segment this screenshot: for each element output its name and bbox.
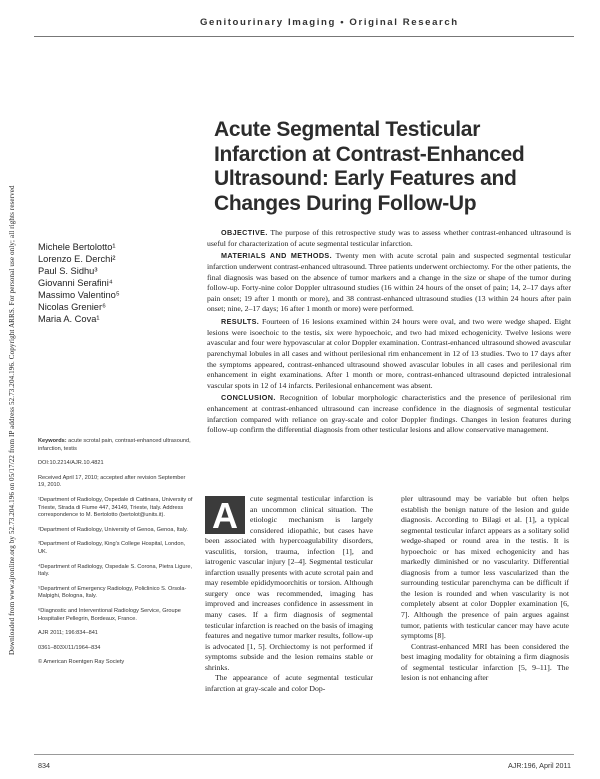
issn: 0361–803X/11/1964–834: [38, 644, 101, 651]
abstract-text: Fourteen of 16 lesions examined within 24 hours were oval, and two were wedge shaped. Eight lesions were isoechoic to the testis, six were hypoechoic, and two had mixed echogenicity. Twelve lesions were avascular and four were hypovascular at color Doppler examination. Contrast-enhanced ultrasound showed avascular parenchymal lobules in all cases and without perilesional rim enhancement in 12 of 13 studies. Two to 17 days after the symptoms appeared, contrast-enhanced ultrasound showed avascular lobules in all cases and perilesional rim enhancement in eight examinations. After 1 month or more, contrast-enhanced ultrasound depicted intralesional vascular spots in 12 of 14 infarcts. Perilesional enhancement was absent.: [207, 317, 571, 390]
body-paragraph: [205, 494, 373, 673]
abstract-text: Twenty men with acute scrotal pain and suspected segmental testicular infarction underwent contrast-enhanced ultrasound. Three patients underwent orchiectomy. For the other patients, the final diagnosis was based on the absence of tumor markers and a change in the size or shape of the tumor during follow-up. Forty-nine color Doppler ultrasound studies (16 within 24 hours of the onset of pain; 14, 2–17 days after pain onset; 19 after 1 month or more), and 38 contrast-enhanced ultrasound studies (13 within 24 hours after pain onset; nine, 2–17 days; 16 after 1 month or more) were performed.: [207, 251, 571, 314]
affiliation: ⁶Diagnostic and Interventional Radiology Service, Groupe Hospitalier Pellegrin, Bordeaux, France.: [38, 607, 181, 622]
affiliation: ¹Department of Radiology, Ospedale di Cattinara, University of Trieste, Strada di Fiume 447, 34149, Trieste, Italy. Address correspondence to M. Bertolotto (bertolot@units.it).: [38, 496, 193, 519]
article-info-sidebar: [38, 438, 193, 674]
abstract-results: [207, 317, 571, 391]
author-name: Maria A. Cova¹: [38, 314, 100, 324]
affiliation: ⁵Department of Emergency Radiology, Policlinico S. Orsola-Malpighi, Bologna, Italy.: [38, 585, 187, 600]
abstract-methods: [207, 251, 571, 315]
author-list: [38, 241, 188, 325]
body-paragraph: Contrast-enhanced MRI has been considered the best imaging modality for obtaining a firm diagnosis of segmental testicular infarction [5, 9–11]. The lesion is not enhancing after: [401, 641, 569, 683]
affiliation: ⁴Department of Radiology, Ospedale S. Corona, Pietra Ligure, Italy.: [38, 563, 193, 578]
title-line: Changes During Follow-Up: [214, 191, 477, 215]
keywords-label: Keywords:: [38, 438, 67, 444]
title-line: Acute Segmental Testicular: [214, 118, 481, 141]
abstract-text: The purpose of this retrospective study was to assess whether contrast-enhanced ultrasound is useful for characterization of acute segmental testicular infarction.: [207, 228, 571, 248]
affiliation: ³Department of Radiology, King's College Hospital, London, UK.: [38, 541, 186, 555]
drop-cap: A: [205, 496, 245, 534]
received-dates: Received April 17, 2010; accepted after revision September 19, 2010.: [38, 474, 186, 489]
section-header: Genitourinary Imaging • Original Research: [200, 17, 459, 28]
title-line: Ultrasound: Early Features and: [214, 167, 517, 190]
affiliation: ²Department of Radiology, University of Genoa, Genoa, Italy.: [38, 526, 188, 533]
keywords: [38, 438, 193, 453]
footer-rule: [34, 754, 574, 755]
body-paragraph: pler ultrasound may be variable but often helps establish the benign nature of the lesion and guide diagnosis. According to Bilagi et al. [1], a typical segmental testicular infarct appears as a solitary solid wedge-shaped or round area in the testis. It is hypoechoic or has mixed echogenicity and has markedly diminished or no vascularity. Differential diagnosis from a tumor less vascularized than the surrounding testicular parenchyma can be difficult if the lesion is rounded and when vascularity is not completely absent at color Doppler examination [6, 7]. Although the presence of pain argues against tumor, patients with testicular cancer may have acute symptoms [8].: [401, 494, 569, 641]
author-name: Massimo Valentino⁵: [38, 290, 120, 300]
author-name: Nicolas Grenier⁶: [38, 302, 106, 312]
abstract-text: Recognition of lobular morphologic characteristics and the presence of perilesional rim enhancement at contrast-enhanced ultrasound can increase confidence in the diagnosis of segmental testicular infarction compared with reliance on gray-scale and color Doppler findings. Changes in lesion features during follow-up confirm the differential diagnosis from other testicular lesions and allow conservative management.: [207, 393, 571, 435]
author-name: Michele Bertolotto¹: [38, 242, 116, 252]
abstract-heading: CONCLUSION.: [221, 393, 276, 403]
doi: DOI:10.2214/AJR.10.4821: [38, 460, 104, 467]
journal-reference: AJR:196, April 2011: [508, 761, 571, 770]
download-notice: Downloaded from www.ajronline.org by 52.73.204.196 on 05/17/22 from IP address 52.73.204.196. Copyright ARRS. For personal use only; all rights reserved: [8, 185, 16, 655]
abstract-heading: MATERIALS AND METHODS.: [221, 251, 333, 261]
article-title: [214, 118, 584, 216]
copyright: © American Roentgen Ray Society: [38, 659, 125, 666]
body-paragraph-text: cute segmental testicular infarction is an uncommon clinical situation. The etiologic mechanism is largely considered idiopathic, but cases have been associated with hypercoagulability disorders, vasculitis, torsion, trauma, infection [1], and iatrogenic vascular injury [2–4]. Segmental testicular infarction usually presents with acute scrotal pain and may resemble epididymoorchitis or torsion. Although surgery once was recommended, imaging has improved and increases confidence in assessment in many cases. If a firm diagnosis of segmental testicular infarction is reached on the basis of imaging features and negative tumor marker results, follow-up is advocated [1, 5]. Orchiectomy is not performed if symptoms subside and the lesion remains stable or shrinks.: [205, 494, 373, 672]
author-name: Giovanni Serafini⁴: [38, 278, 113, 288]
header-rule: [34, 36, 574, 37]
body-paragraph: The appearance of acute segmental testicular infarction at gray-scale and color Dop-: [205, 673, 373, 693]
page-number: 834: [38, 761, 50, 770]
download-notice-strip: [2, 95, 14, 655]
citation: AJR 2011; 196:834–841: [38, 630, 98, 637]
abstract: [207, 228, 571, 438]
keywords-text: acute scrotal pain, contrast-enhanced ultrasound, infarction, testis: [38, 438, 191, 452]
body-column-2: [401, 494, 569, 684]
abstract-heading: OBJECTIVE.: [221, 228, 268, 237]
abstract-conclusion: [207, 393, 571, 435]
title-line: Infarction at Contrast-Enhanced: [214, 142, 525, 166]
abstract-heading: RESULTS.: [221, 317, 260, 327]
abstract-objective: [207, 228, 571, 249]
author-name: Paul S. Sidhu³: [38, 266, 98, 276]
body-column-1: [205, 494, 373, 694]
author-name: Lorenzo E. Derchi²: [38, 254, 116, 264]
